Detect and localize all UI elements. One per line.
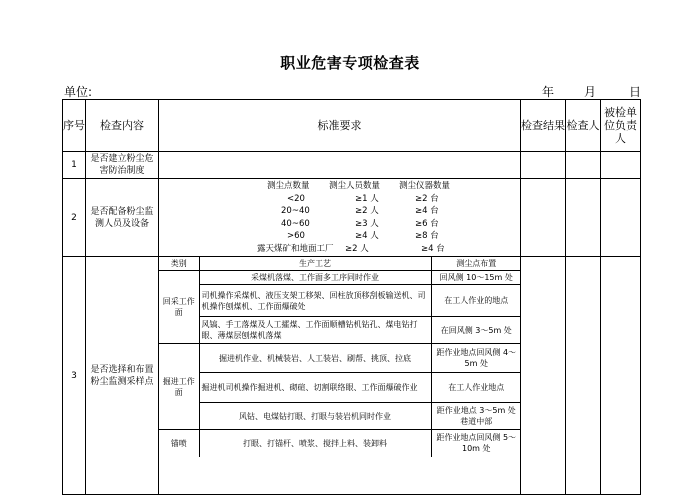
table-row [63,179,641,257]
req-points: >60 [287,231,305,242]
process-cell: 风钻、电煤钻打眼、打眼与装岩机同时作业 [199,403,431,430]
category-heading-face: 掘进工作面 [159,344,199,430]
point-cell: 回风侧 10～15m 处 [431,271,521,285]
point-cell: 在回风侧 3～5m 处 [431,317,521,344]
header-responsible: 被检单位负责人 [601,100,641,152]
header-inspector: 检查人 [566,100,601,152]
row-inspector-cell[interactable] [566,179,601,257]
sampling-row [159,373,521,403]
process-cell: 司机操作采煤机、液压支架工移架、回柱放顶移刮板输送机、司机操作刨煤机、工作面爆破处 [199,285,431,317]
point-cell: 在工人作业地点 [431,373,521,403]
row-standard [159,152,521,179]
category-shotcrete: 锚喷 [159,430,199,457]
header-result: 检查结果 [521,100,566,152]
req-staff: ≥1 人 [355,193,379,204]
row-responsible-cell[interactable] [601,179,641,257]
row-seq: 3 [63,257,86,495]
point-cell: 距作业地点回风侧 5～10m 处 [431,430,521,457]
requirement-line [159,230,520,243]
date-month: 月 [584,85,597,99]
req-col-points: 测尘点数量 [267,181,310,191]
requirement-extra-line [159,243,520,256]
sub-header-row [159,257,521,271]
process-cell: 风镐、手工落煤及人工攉煤、工作面顺槽钻机钻孔、煤电钻打眼、薄煤层刨煤机落煤 [199,317,431,344]
date-year: 年 [542,85,555,99]
unit-label: 单位: [64,85,93,99]
sub-header-process: 生产工艺 [199,257,431,271]
row-responsible-cell[interactable] [601,152,641,179]
row-responsible-cell[interactable] [601,257,641,495]
sampling-row [159,344,521,373]
table-row [63,257,641,495]
req-points: 20~40 [281,206,310,217]
process-cell: 采煤机落煤、工作面多工序同时作业 [199,271,431,285]
sampling-row [159,285,521,317]
row-content: 是否配备粉尘监测人员及设备 [86,179,159,257]
header-content: 检查内容 [86,100,159,152]
row-result-cell[interactable] [521,179,566,257]
sampling-row [159,317,521,344]
category-mining-face: 回采工作面 [159,271,199,344]
req-staff: ≥2 人 [355,206,379,217]
monitoring-requirements [159,179,520,256]
row-inspector-cell[interactable] [566,257,601,495]
process-cell: 掘进机司机操作掘进机、砌碹、切割联络眼、工作面爆破作业 [199,373,431,403]
page-title: 职业危害专项检查表 [280,54,420,72]
process-cell: 打眼、打锚杆、喷浆、搅拌上料、装卸料 [199,430,431,457]
req-devices: ≥4 台 [421,243,445,254]
req-devices: ≥6 台 [415,218,439,229]
req-col-devices: 测尘仪器数量 [399,181,451,191]
req-staff: ≥3 人 [355,218,379,229]
row-seq: 1 [63,152,86,179]
date-day: 日 [629,85,642,99]
row-seq: 2 [63,179,86,257]
req-devices: ≥8 台 [415,231,439,242]
row-standard [159,179,521,257]
inspection-table [62,99,641,495]
req-staff: ≥4 人 [355,231,379,242]
row-standard [159,257,521,495]
sub-header-point: 测尘点布置 [431,257,521,271]
unit-date-row [64,83,644,99]
requirement-line [159,218,520,231]
row-inspector-cell[interactable] [566,152,601,179]
point-cell: 距作业地点回风侧 4～5m 处 [431,344,521,373]
row-result-cell[interactable] [521,152,566,179]
sub-header-category: 类别 [159,257,199,271]
req-devices: ≥4 台 [415,206,439,217]
req-surface-label: 露天煤矿和地面工厂 [257,243,334,254]
requirement-header-line [159,180,520,193]
point-cell: 距作业地点 3～5m 处巷道中部 [431,403,521,430]
row-result-cell[interactable] [521,257,566,495]
req-points: 40~60 [281,218,310,229]
table-row [63,152,641,179]
row-content: 是否建立粉尘危害防治制度 [86,152,159,179]
requirement-line [159,205,520,218]
sampling-row [159,430,521,457]
req-col-staff: 测尘人员数量 [329,181,381,191]
header-seq: 序号 [63,100,86,152]
row-content: 是否选择和布置粉尘监测采样点 [86,257,159,495]
sampling-row [159,271,521,285]
header-row [63,100,641,152]
process-cell: 掘进机作业、机械装岩、人工装岩、刷帮、挑顶、拉底 [199,344,431,373]
requirement-line [159,193,520,206]
sampling-point-table [159,257,521,457]
sampling-row [159,403,521,430]
point-cell: 在工人作业的地点 [431,285,521,317]
req-devices: ≥2 台 [415,193,439,204]
req-points: <20 [287,193,305,204]
header-standard: 标准要求 [159,100,521,152]
req-staff: ≥2 人 [345,243,369,254]
